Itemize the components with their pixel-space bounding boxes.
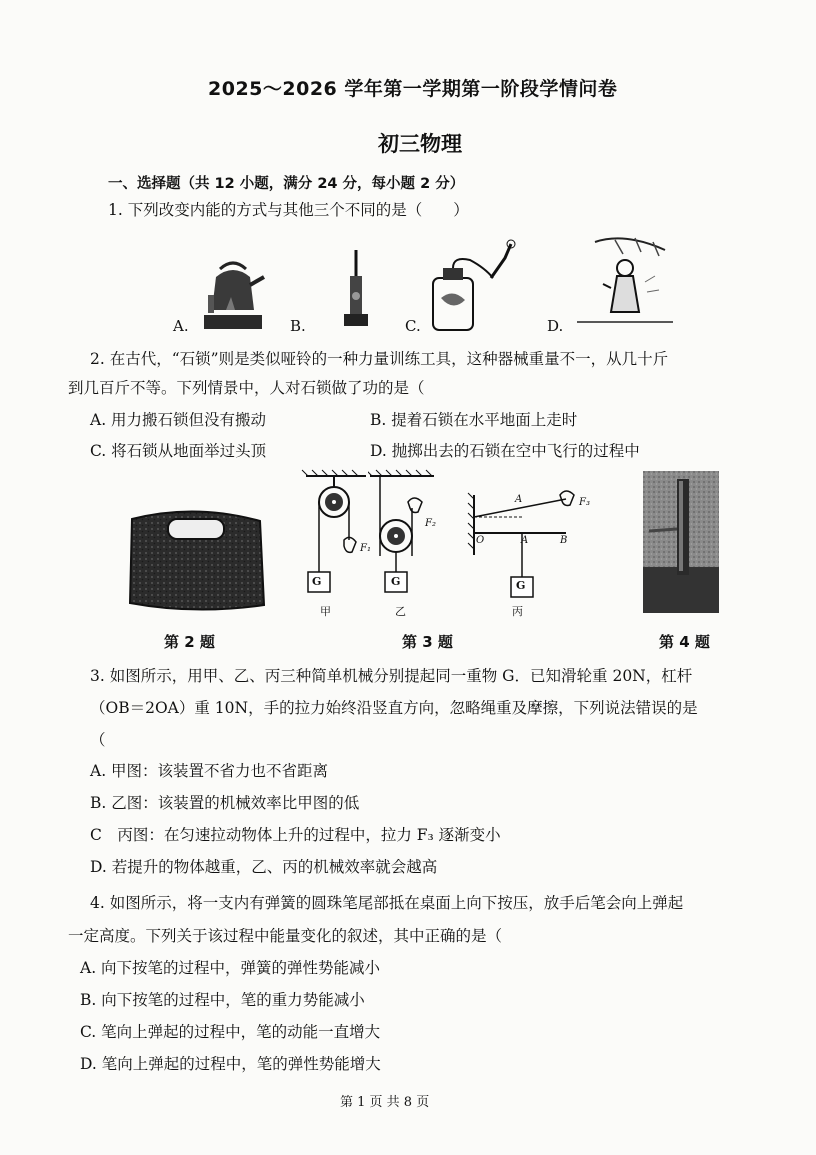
q1-figure-b [340, 248, 372, 330]
q2-option-c: C. 将石锁从地面举过头顶 [90, 442, 267, 460]
q4-stem-line2: 一定高度。下列关于该过程中能量变化的叙述，其中正确的是（ [68, 927, 503, 945]
q1-figure-c [425, 238, 525, 333]
section-heading: 一、选择题（共 12 小题，满分 24 分，每小题 2 分） [108, 176, 465, 192]
q1-option-a-label: A. [173, 317, 189, 335]
pen-photo [643, 471, 719, 613]
exam-subject: 初三物理 [378, 132, 462, 156]
label-g-jia: G [312, 575, 322, 588]
label-a: A [521, 535, 529, 546]
q4-option-c: C. 笔向上弹起的过程中，笔的动能一直增大 [80, 1023, 381, 1041]
label-bing: 丙 [512, 605, 523, 618]
caption-q4: 第 4 题 [659, 633, 710, 651]
q1-figure-d [575, 232, 675, 328]
q3-stem-line1: 3. 如图所示，用甲、乙、丙三种简单机械分别提起同一重物 G．已知滑轮重 20N，杠杆 [90, 667, 693, 685]
q3-option-b: B. 乙图：该装置的机械效率比甲图的低 [90, 794, 360, 812]
q3-option-a: A. 甲图：该装置不省力也不省距离 [90, 762, 329, 780]
q2-option-d: D. 抛掷出去的石锁在空中飞行的过程中 [370, 442, 640, 460]
label-f1: F₁ [360, 543, 371, 554]
q1-stem: 1. 下列改变内能的方式与其他三个不同的是（ ） [108, 201, 469, 219]
q1-option-b-label: B. [290, 317, 306, 335]
label-g-bing: G [516, 579, 526, 592]
q2-option-b: B. 提着石锁在水平地面上走时 [370, 411, 578, 429]
label-g-yi: G [391, 575, 401, 588]
q1-option-c-label: C. [405, 317, 421, 335]
q1-option-d-label: D. [547, 317, 564, 335]
label-o: O [476, 535, 485, 546]
q3-stem-line3: （ [90, 731, 106, 749]
q2-option-a: A. 用力搬石锁但没有搬动 [90, 411, 267, 429]
page-number: 第 1 页 共 8 页 [340, 1095, 430, 1110]
caption-q2: 第 2 题 [164, 633, 215, 651]
label-b: B [560, 535, 568, 546]
label-f3: F₃ [579, 497, 590, 508]
q2-stem-line2: 到几百斤不等。下列情景中，人对石锁做了功的是（ [68, 379, 425, 397]
q1-figure-a [198, 255, 268, 330]
q3-option-d: D. 若提升的物体越重，乙、丙的机械效率就会越高 [90, 858, 438, 876]
lever-figure-bing [462, 485, 592, 610]
q4-option-a: A. 向下按笔的过程中，弹簧的弹性势能减小 [80, 959, 381, 977]
label-f2: F₂ [425, 518, 436, 529]
q2-stem-line1: 2. 在古代，“石锁”则是类似哑铃的一种力量训练工具，这种器械重量不一，从几十斤 [90, 350, 669, 368]
caption-q3: 第 3 题 [402, 633, 453, 651]
exam-title: 2025～2026 学年第一学期第一阶段学情问卷 [208, 78, 618, 100]
label-a-top: A [515, 494, 523, 505]
pulley-figure-yi [368, 468, 448, 618]
q4-option-b: B. 向下按笔的过程中，笔的重力势能减小 [80, 991, 365, 1009]
stone-lock-image [120, 497, 270, 617]
label-jia: 甲 [320, 605, 331, 618]
q4-stem-line1: 4. 如图所示，将一支内有弹簧的圆珠笔尾部抵在桌面上向下按压，放手后笔会向上弹起 [90, 894, 684, 912]
q4-option-d: D. 笔向上弹起的过程中，笔的弹性势能增大 [80, 1055, 381, 1073]
label-yi: 乙 [395, 605, 406, 618]
q3-option-c: C 丙图：在匀速拉动物体上升的过程中，拉力 F₃ 逐渐变小 [90, 826, 501, 844]
q3-stem-line2: （OB＝2OA）重 10N，手的拉力始终沿竖直方向，忽略绳重及摩擦，下列说法错误的是 [90, 699, 698, 717]
